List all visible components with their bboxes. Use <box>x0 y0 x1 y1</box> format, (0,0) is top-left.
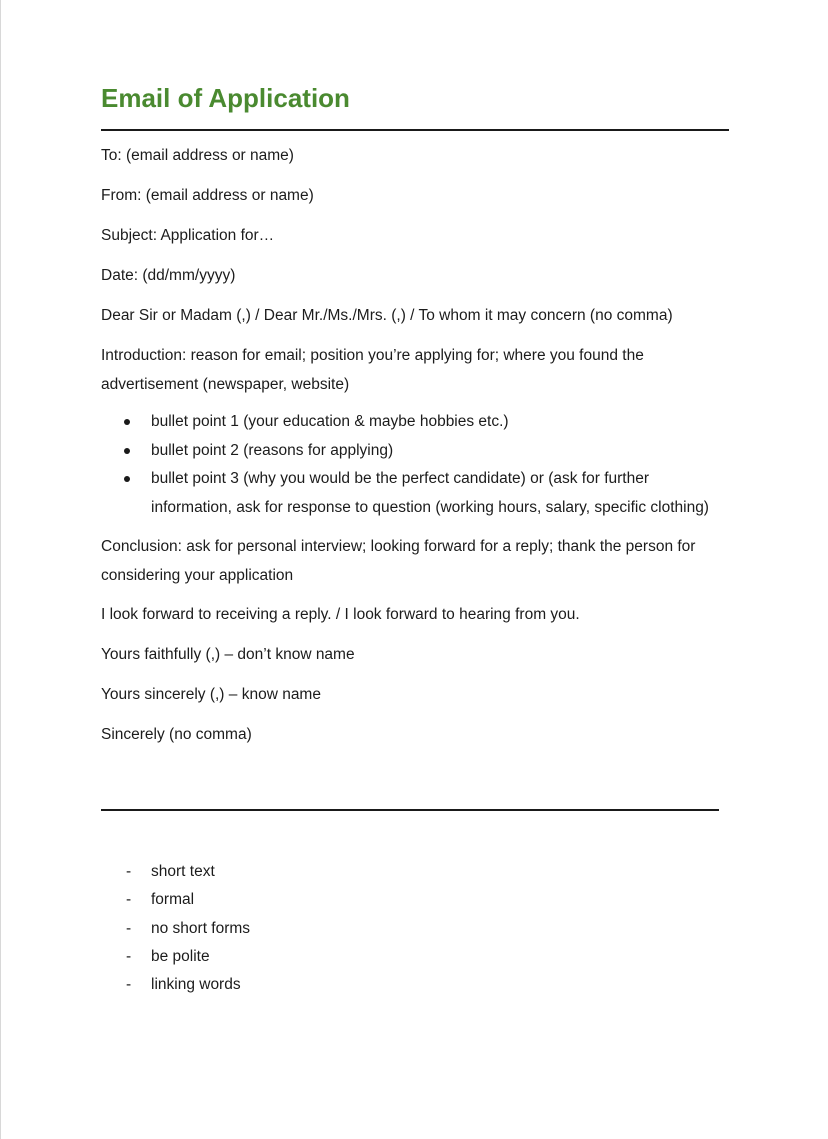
subject-line: Subject: Application for… <box>101 227 275 244</box>
tip-text: linking words <box>151 976 241 994</box>
list-item <box>101 437 731 466</box>
document-body <box>101 142 731 761</box>
dash-icon: - <box>126 976 132 994</box>
tip-text: short text <box>151 863 215 880</box>
title-divider <box>101 129 729 131</box>
dash-icon: - <box>126 863 132 880</box>
yours-sincerely-line: Yours sincerely (,) – know name <box>101 686 321 703</box>
dash-icon: - <box>126 891 132 909</box>
tips-list <box>101 858 250 999</box>
list-item <box>101 465 731 522</box>
dash-icon: - <box>126 919 132 937</box>
list-item <box>101 943 250 971</box>
list-item <box>101 886 250 914</box>
list-item <box>101 408 731 437</box>
conclusion-paragraph: Conclusion: ask for personal interview; looking forward for a reply; thank the person for considering your application <box>101 538 696 584</box>
bullet-icon <box>124 448 130 454</box>
bullet-list <box>101 408 731 533</box>
tip-text: formal <box>151 891 195 909</box>
date-line: Date: (dd/mm/yyyy) <box>101 267 236 284</box>
from-line: From: (email address or name) <box>101 187 314 204</box>
bullet-icon <box>124 419 130 425</box>
list-item-text: bullet point 1 (your education & maybe hobbies etc.) <box>151 413 509 430</box>
section-divider <box>101 809 719 811</box>
list-item <box>101 915 250 943</box>
list-item-text: bullet point 2 (reasons for applying) <box>151 441 394 459</box>
list-item-text: bullet point 3 (why you would be the perfect candidate) or (ask for further information, ask for response to question (working hours, salary, specific clothing) <box>151 470 709 516</box>
list-item <box>101 971 250 999</box>
salutation-line: Dear Sir or Madam (,) / Dear Mr./Ms./Mrs. (,) / To whom it may concern (no comma) <box>101 307 673 324</box>
look-forward-line: I look forward to receiving a reply. / I look forward to hearing from you. <box>101 606 580 623</box>
bullet-icon <box>124 476 130 482</box>
introduction-paragraph: Introduction: reason for email; position you’re applying for; where you found the advertisement (newspaper, website) <box>101 347 644 393</box>
dash-icon: - <box>126 947 132 965</box>
yours-faithfully-line: Yours faithfully (,) – don’t know name <box>101 646 355 663</box>
to-line: To: (email address or name) <box>101 147 294 164</box>
list-item <box>101 858 250 886</box>
document-title: Email of Application <box>101 83 350 113</box>
tip-text: be polite <box>151 947 210 965</box>
tip-text: no short forms <box>151 919 251 937</box>
sincerely-line: Sincerely (no comma) <box>101 726 252 743</box>
